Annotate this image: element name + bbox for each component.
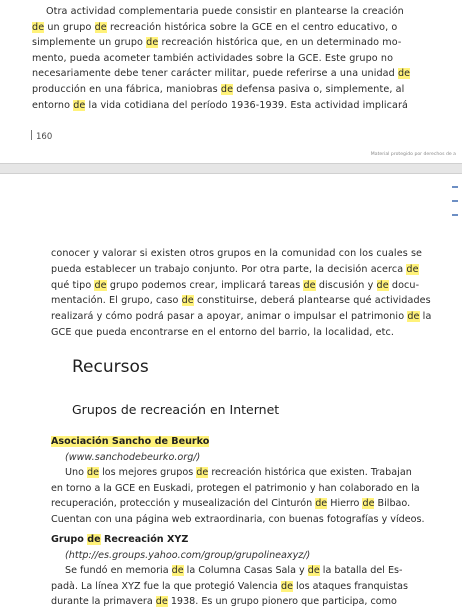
text-line: Se fundó en memoria de la Columna Casas Sala y de la batalla del Es- xyxy=(65,565,403,577)
text-line: qué tipo de grupo podemos crear, implicará tareas de discusión y de docu- xyxy=(51,279,420,291)
section-heading: Recursos xyxy=(72,357,149,377)
resource-url[interactable]: (http://es.groups.yahoo.com/group/grupolineaxyz/) xyxy=(65,549,311,561)
text-line: durante la primavera de 1938. Es un grupo pionero que participa, como xyxy=(51,596,397,608)
text-line: Otra actividad complementaria puede consistir en plantearse la creación xyxy=(46,6,404,17)
search-highlight: de xyxy=(73,99,86,111)
text-line: necesariamente debe tener carácter militar, puede referirse a una unidad de xyxy=(32,68,411,80)
page-160 xyxy=(0,0,462,163)
search-highlight: de xyxy=(220,83,234,95)
resource-entry xyxy=(51,434,451,528)
page-number: 160 xyxy=(31,130,52,142)
text-line: padà. La línea XYZ fue la que protegió Valencia de los ataques franquistas xyxy=(51,580,409,592)
page-number-divider xyxy=(31,130,32,140)
search-highlight: de xyxy=(171,565,184,577)
search-highlight: de xyxy=(397,68,411,80)
search-highlight: de xyxy=(196,467,209,479)
text-line: Cuentan con una página web extraordinaria, con buenas fotografías y vídeos. xyxy=(51,513,425,525)
text-line: producción en una fábrica, maniobras de defensa pasiva o, simplemente, al xyxy=(32,83,405,95)
subsection-heading: Grupos de recreación en Internet xyxy=(72,402,280,417)
text-line: pueda establecer un trabajo conjunto. Por otra parte, la decisión acerca de xyxy=(51,263,419,275)
search-highlight: de xyxy=(94,21,107,33)
search-highlight: de xyxy=(87,467,100,479)
text-line: mentación. El grupo, caso de constituirse, deberá plantearse qué actividades xyxy=(51,295,431,307)
resource-entry xyxy=(51,532,451,610)
text-line: GCE que pueda encontrarse en el entorno del barrio, la localidad, etc. xyxy=(51,326,394,338)
search-highlight: de xyxy=(362,498,375,510)
page-separator xyxy=(0,163,462,174)
search-highlight: de xyxy=(407,311,420,323)
text-line: Uno de los mejores grupos de recreación histórica que existen. Trabajan xyxy=(65,467,412,479)
text-line: simplemente un grupo de recreación histórica que, en un determinado mo- xyxy=(32,37,402,49)
resource-title: Asociación Sancho de Beurko xyxy=(51,436,210,447)
resource-title: Grupo de Recreación XYZ xyxy=(51,534,189,545)
search-highlight: de xyxy=(32,21,45,33)
text-line: conocer y valorar si existen otros grupos en la comunidad con los cuales se xyxy=(51,248,423,259)
search-highlight: de xyxy=(303,279,316,291)
search-highlight: de xyxy=(94,279,107,291)
search-highlight: de xyxy=(155,596,168,608)
search-highlight: de xyxy=(146,37,159,49)
page2-intro-text xyxy=(51,246,447,341)
search-highlight: de xyxy=(280,580,293,592)
text-line: de un grupo de recreación histórica sobre la GCE en el centro educativo, o xyxy=(32,21,398,33)
page1-body-text xyxy=(32,4,428,113)
text-line: mento, pueda acometer también actividades sobre la GCE. Este grupo no xyxy=(32,52,394,64)
search-highlight: de xyxy=(181,295,194,307)
text-line: recuperación, protección y musealización del Cinturón de Hierro de Bilbao. xyxy=(51,498,411,510)
text-line: en torno a la GCE en Euskadi, protegen el patrimonio y han colaborado en la xyxy=(51,482,420,494)
search-highlight: de xyxy=(87,534,101,545)
search-highlight: de xyxy=(406,263,419,275)
search-highlight: de xyxy=(376,279,389,291)
page-161 xyxy=(0,174,462,608)
resource-url[interactable]: (www.sanchodebeurko.org/) xyxy=(65,451,201,463)
search-highlight: de xyxy=(307,565,320,577)
search-highlight: de xyxy=(315,498,328,510)
copyright-footer: Material protegido por derechos de a xyxy=(370,152,456,157)
text-line: realizará y cómo podrá pasar a apoyar, animar o impulsar el patrimonio de la xyxy=(51,311,432,323)
text-line: entorno de la vida cotidiana del período 1936-1939. Esta actividad implicará xyxy=(32,99,408,111)
